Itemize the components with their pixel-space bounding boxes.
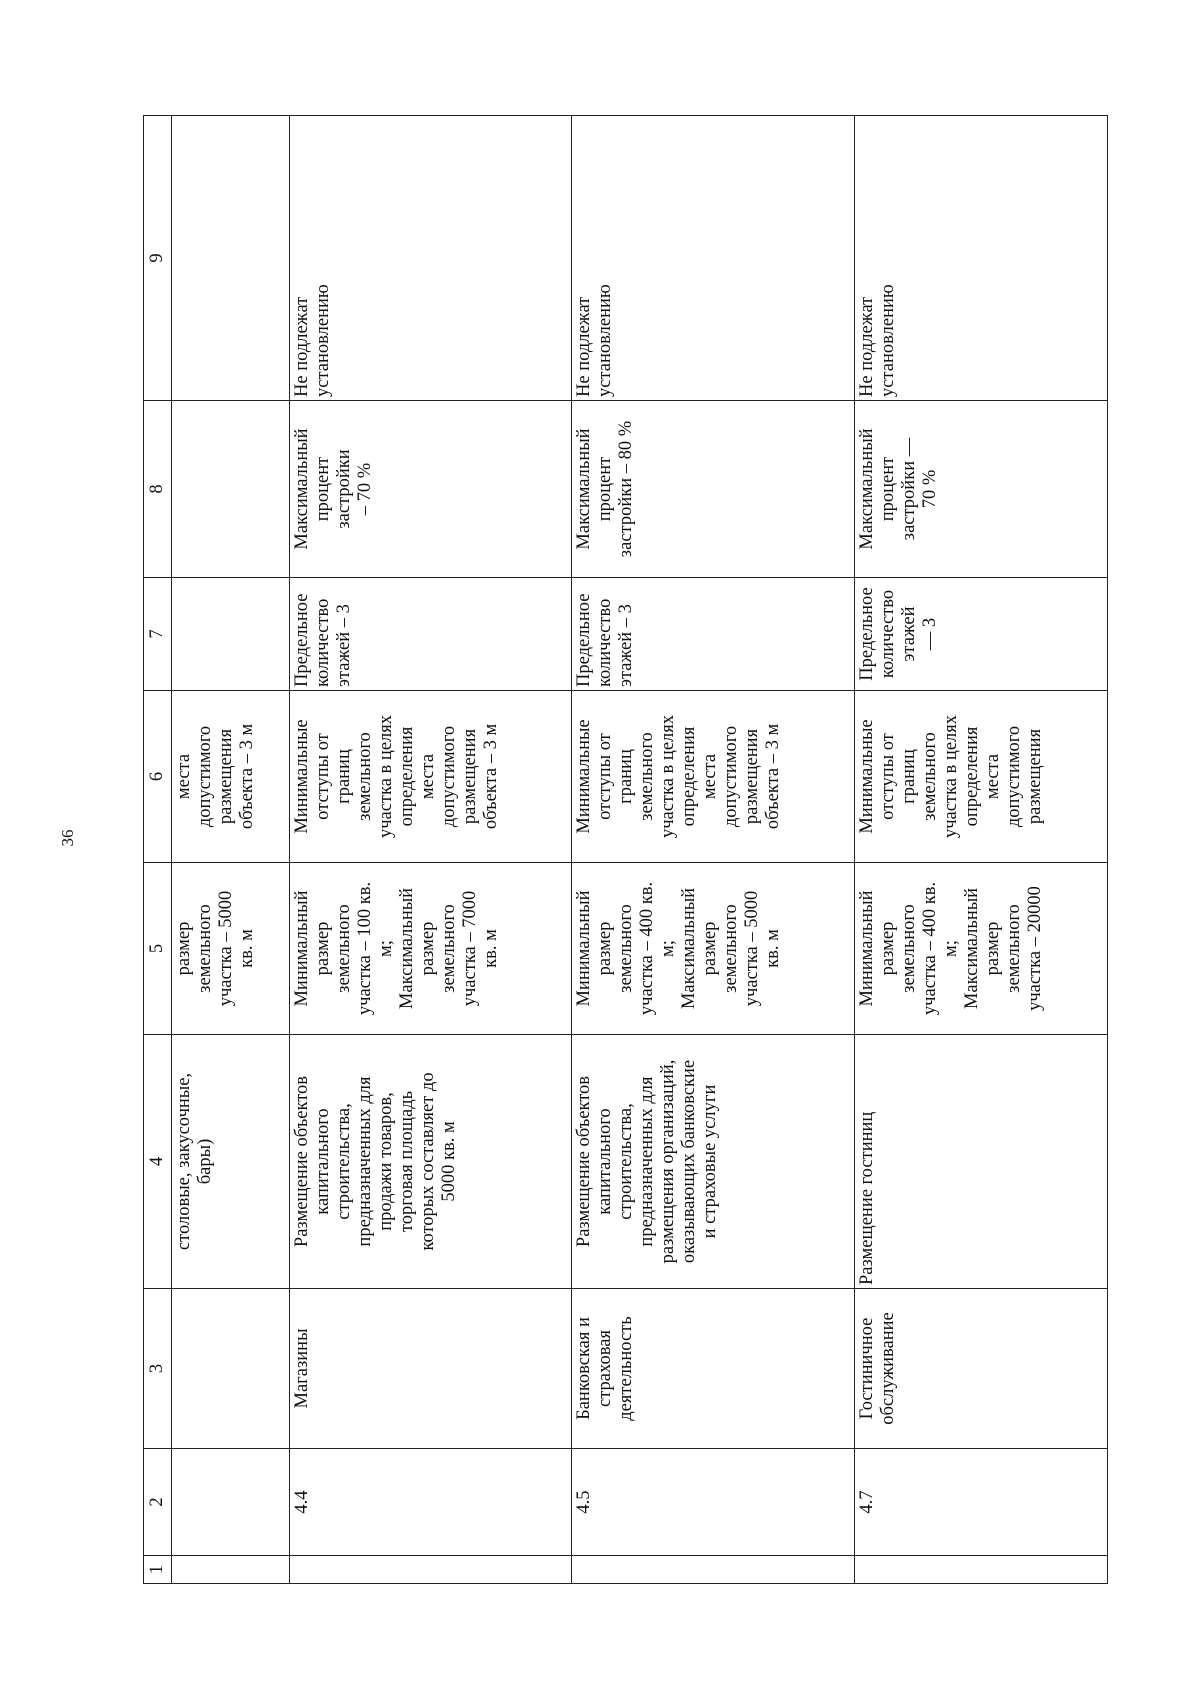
cell-code: 4.4 bbox=[289, 1449, 572, 1556]
cell-use-type bbox=[172, 1289, 289, 1449]
cell-col1 bbox=[289, 1556, 572, 1584]
table-row-4-7 bbox=[854, 116, 1107, 1584]
cell-floors: Предельное количество этажей – 3 bbox=[289, 578, 572, 691]
cell-code bbox=[172, 1449, 289, 1556]
cell-floors: Предельное количество этажей — 3 bbox=[854, 578, 1107, 691]
cell-use-type: Банковская и страховая деятельность bbox=[572, 1289, 855, 1449]
rotated-table-wrapper bbox=[143, 116, 1108, 1584]
column-number-2: 2 bbox=[144, 1449, 172, 1556]
cell-col1 bbox=[172, 1556, 289, 1584]
cell-coverage: Максимальный процент застройки — 70 % bbox=[854, 401, 1107, 578]
cell-plot-size: размер земельного участка – 5000 кв. м bbox=[172, 863, 289, 1035]
column-number-9: 9 bbox=[144, 116, 172, 401]
table-row-4-5 bbox=[572, 116, 855, 1584]
cell-use-type: Гостиничное обслуживание bbox=[854, 1289, 1107, 1449]
column-number-4: 4 bbox=[144, 1035, 172, 1289]
cell-other bbox=[172, 116, 289, 401]
cell-plot-size: Минимальный размер земельного участка – 400 кв. м; Максимальный размер земельного участка – 5000 кв. м bbox=[572, 863, 855, 1035]
cell-code: 4.7 bbox=[854, 1449, 1107, 1556]
column-number-5: 5 bbox=[144, 863, 172, 1035]
table-row-continuation bbox=[172, 116, 289, 1584]
column-number-8: 8 bbox=[144, 401, 172, 578]
cell-description: Размещение объектов капитального строительства, предназначенных для размещения организаций, оказывающих банковские и страховые услуги bbox=[572, 1035, 855, 1289]
cell-description: Размещение объектов капитального строительства, предназначенных для продажи товаров, торговая площадь которых составляет до 5000 кв. м bbox=[289, 1035, 572, 1289]
column-number-row bbox=[144, 116, 172, 1584]
cell-other: Не подлежат установлению bbox=[854, 116, 1107, 401]
cell-col1 bbox=[854, 1556, 1107, 1584]
cell-col1 bbox=[572, 1556, 855, 1584]
cell-plot-size: Минимальный размер земельного участка – 400 кв. м; Максимальный размер земельного участка – 20000 bbox=[854, 863, 1107, 1035]
cell-setbacks: Минимальные отступы от границ земельного участка в целях определения места допустимого размещения объекта – 3 м bbox=[289, 691, 572, 863]
column-number-1: 1 bbox=[144, 1556, 172, 1584]
cell-coverage: Максимальный процент застройки – 80 % bbox=[572, 401, 855, 578]
cell-code: 4.5 bbox=[572, 1449, 855, 1556]
cell-setbacks: места допустимого размещения объекта – 3 м bbox=[172, 691, 289, 863]
cell-description: Размещение гостиниц bbox=[854, 1035, 1107, 1289]
cell-description: столовые, закусочные, бары) bbox=[172, 1035, 289, 1289]
table-row-4-4 bbox=[289, 116, 572, 1584]
cell-floors bbox=[172, 578, 289, 691]
land-use-table bbox=[143, 115, 1108, 1584]
cell-floors: Предельное количество этажей – 3 bbox=[572, 578, 855, 691]
cell-plot-size: Минимальный размер земельного участка – 100 кв. м; Максимальный размер земельного участка – 7000 кв. м bbox=[289, 863, 572, 1035]
cell-setbacks: Минимальные отступы от границ земельного участка в целях определения места допустимого размещения объекта – 3 м bbox=[572, 691, 855, 863]
cell-use-type: Магазины bbox=[289, 1289, 572, 1449]
cell-coverage bbox=[172, 401, 289, 578]
cell-coverage: Максимальный процент застройки – 70 % bbox=[289, 401, 572, 578]
column-number-6: 6 bbox=[144, 691, 172, 863]
page-number: 36 bbox=[58, 829, 77, 847]
column-number-7: 7 bbox=[144, 578, 172, 691]
cell-other: Не подлежат установлению bbox=[572, 116, 855, 401]
column-number-3: 3 bbox=[144, 1289, 172, 1449]
cell-setbacks: Минимальные отступы от границ земельного участка в целях определения места допустимого размещения bbox=[854, 691, 1107, 863]
cell-other: Не подлежат установлению bbox=[289, 116, 572, 401]
